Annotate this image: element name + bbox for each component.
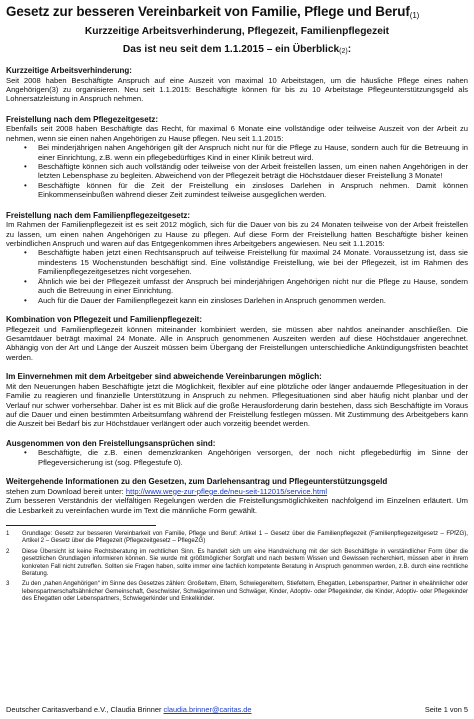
list-item: • Auch für die Dauer der Familienpflegezeit kann ein zinsloses Darlehen in Anspruch genommen werden.: [38, 296, 468, 305]
section-heading: Freistellung nach dem Pflegezeitgesetz:: [6, 114, 159, 124]
footer-page-number: Seite 1 von 5: [424, 705, 468, 714]
footer-email-link[interactable]: claudia.brinner@caritas.de: [163, 705, 252, 714]
footnote-number: 1: [6, 529, 10, 537]
list-item: • Beschäftigte können sich auch vollständig oder teilweise von der Arbeit freistellen lassen, um einen nahen Angehörigen in der letzten Lebensphase zu begleiten. Abweichend von der Pflegezeit beträgt die Höchstdauer dieser Freistellung 3 Monate!: [38, 162, 468, 181]
section-paragraph: Pflegezeit und Familienpflegezeit können miteinander kombiniert werden, sie müssen aber nahtlos aneinander anschließen. Die Gesamtdauer beträgt maximal 24 Monate. Alle in Anspruch genommenen Auszeiten werden auf diese Höchstdauer angerechnet. Abhängig von der Art und Länge der Auszeit müssen beim Übergang der Freistellungen unterschiedliche Ankündigungsfristen beachtet werden.: [6, 324, 468, 362]
list-item: • Beschäftigte können für die Zeit der Freistellung ein zinsloses Darlehen in Anspruch nehmen. Damit können Einkommenseinbußen während dieser Zeit zumindest teilweise ausgeglichen werden.: [38, 181, 468, 200]
bullet-list: [6, 448, 468, 467]
section-heading: Kombination von Pflegezeit und Familienpflegezeit:: [6, 314, 203, 324]
section-heading: Ausgenommen von den Freistellungsansprüchen sind:: [6, 438, 216, 448]
download-link[interactable]: http://www.wege-zur-pflege.de/neu-seit-112015/service.html: [125, 486, 328, 496]
document-title: [6, 4, 468, 22]
footnote-text: Zu den „nahen Angehörigen“ im Sinne des Gesetzes zählen: Großeltern, Eltern, Schwiegereltern, Stiefeltern, Ehegatten, Lebenspartner, Partner in eheähnlicher oder lebenspartnerschaftsähnlicher Gemeinschaft, Geschwister, Schwägerinnen und Schwäger, Kinder, Adoptiv- oder Pflegekinder, die Kinder, Adoptiv- oder Pflegekinder des Ehegatten oder Lebenspartners, Schwiegerkinder und Enkelkinder.: [22, 580, 468, 603]
bullet-list: [6, 143, 468, 199]
document-subtitle: Kurzzeitige Arbeitsverhinderung, Pflegezeit, Familienpflegezeit: [84, 26, 390, 37]
footnote: [6, 530, 468, 545]
page-footer: [6, 705, 468, 715]
title-footnote-ref: (1): [409, 11, 420, 20]
section-familienpflegezeitgesetz: [6, 211, 468, 305]
footer-organization: Deutscher Caritasverband e.V., Claudia Brinner: [6, 705, 162, 714]
footnote-text: Diese Übersicht ist keine Rechtsberatung im rechtlichen Sinn. Es handelt sich um eine Handreichung mit der sich Beschäftigte in verständlicher Form über die gesetzlichen Grundlagen informieren können. Sie wurde mit größtmöglicher Sorgfalt und nach bestem Wissen und Gewissen recherchiert, müssen aber in ihrem konkreten Fall nicht zutreffen. Sollten sie Fragen haben, sollte immer eine fachlich kompetente Beratung in Anspruch genommen werden, z.B. durch eine rechtliche Beratung.: [22, 547, 468, 577]
bullet-list: [6, 248, 468, 304]
date-heading-text: Das ist neu seit dem 1.1.2015 – ein Überblick: [122, 44, 340, 55]
section-paragraph: [6, 487, 468, 496]
footnote: [6, 548, 468, 578]
section-heading: Kurzzeitige Arbeitsverhinderung:: [6, 66, 132, 75]
date-heading: [6, 43, 468, 57]
section-weitere-informationen: [6, 477, 468, 515]
footer-author: [6, 705, 252, 715]
section-paragraph: Seit 2008 haben Beschäftigte Anspruch auf eine Auszeit von maximal 10 Arbeitstagen, um die häusliche Pflege eines nahen Angehörigen(3) zu organisieren. Neu seit 1.1.2015: Beschäftigte können für bis zu 10 Arbeitstage Pflegeunterstützungsgeld als Lohnersatzleistung in Anspruch nehmen.: [6, 75, 468, 104]
section-einvernehmen: [6, 372, 468, 429]
section-paragraph: Ebenfalls seit 2008 haben Beschäftigte das Recht, für maximal 6 Monate eine vollständige oder teilweise Auszeit von der Arbeit zu nehmen, wenn sie einen nahen Angehörigen zu Hause pflegen. Neu seit 1.1.2015:: [6, 124, 468, 143]
footnote-number: 2: [6, 547, 10, 555]
date-heading-colon: :: [347, 44, 352, 55]
section-pflegezeitgesetz: [6, 115, 468, 200]
list-item: • Bei minderjährigen nahen Angehörigen gilt der Anspruch nicht nur für die Pflege zu Hause, sondern auch für die Betreuung in einer Einrichtung, z.B. wenn ein pflegebedürftiges Kind in einer Klinik betreut wird.: [38, 143, 468, 162]
list-item: • Ähnlich wie bei der Pflegezeit umfasst der Anspruch bei minderjährigen Angehörigen nicht nur die Pflege zu Hause, sondern auch die Betreuung in einer Einrichtung.: [38, 277, 468, 296]
footnote: [6, 580, 468, 602]
footnote-text: Grundlage: Gesetz zur besseren Vereinbarkeit von Familie, Pflege und Beruf: Artikel 1 – Gesetz über die Familienpflegezeit (Familienpflegezeitgesetz – FPfZG), Artikel 2 – Gesetz über die Pflegezeit (Pflegezeitgesetz – PflegeZG): [22, 529, 468, 545]
section-paragraph: Zum besseren Verständnis der vielfältigen Regelungen werden die Freistellungsmöglichkeiten nachfolgend im Einzelnen erläutert. Um die Lesbarkeit zu vereinfachen wurde im Text die männliche Form gewählt.: [6, 496, 468, 515]
list-item: • Beschäftigte, die z.B. einen demenzkranken Angehörigen versorgen, der noch nicht pflegebedürftig im Sinne der Pflegeversicherung ist (sog. Pflegestufe 0).: [38, 448, 468, 467]
section-paragraph: Im Rahmen der Familienpflegezeit ist es seit 2012 möglich, sich für die Dauer von bis zu 24 Monaten teilweise von der Arbeit freistellen zu lassen, um einen nahen Angehörigen zu Hause zu pflegen. Auf diese Form der Freistellung hatten Beschäftigte bisher keinen verbindlichen Anspruch und waren auf das Entgegenkommen ihres Arbeitgebers angewiesen. Neu seit 1.1.2015:: [6, 220, 468, 249]
section-kombination: [6, 315, 468, 362]
section-paragraph: Mit den Neuerungen haben Beschäftigte jetzt die Möglichkeit, flexibler auf eine plötzliche oder länger andauernde Pflegesituation in der Familie zu reagieren und finanzielle Unterstützung in Anspruch zu nehmen. Pflegesituationen sind aber häufig nicht planbar und der Verlauf nur schwer vorhersehbar. Daher ist es mit Blick auf die große Herausforderung darin bestehen, dass sich Beschäftigte im Voraus auf die Dauer und einen bestimmten Arbeitsumfang während der Freistellung festlegen müssen. Mit Zustimmung des Arbeitgebers kann die Auszeit bei Bedarf bis zur Höchstdauer verlängert oder auch vorzeitig beendet werden.: [6, 381, 468, 429]
list-item: • Beschäftigte haben jetzt einen Rechtsanspruch auf teilweise Freistellung für maximal 24 Monate. Voraussetzung ist, dass sie mindestens 15 Wochenstunden beschäftigt sind. Eine vollständige Freistellung, wie bei der Pflegezeit, ist im Rahmen des Familienpflegezeitgesetzes nicht vorgesehen.: [38, 248, 468, 276]
date-heading-footnote-ref: (2): [339, 48, 348, 55]
section-ausgenommen: [6, 439, 468, 467]
title-text: Gesetz zur besseren Vereinbarkeit von Familie, Pflege und Beruf: [6, 4, 410, 19]
download-intro-text: stehen zum Download bereit unter:: [6, 486, 126, 496]
footnote-number: 3: [6, 580, 10, 588]
footnote-divider: [6, 525, 156, 526]
section-kurzzeitige-arbeitsverhinderung: [6, 66, 468, 104]
section-heading: Im Einvernehmen mit dem Arbeitgeber sind abweichende Vereinbarungen möglich:: [6, 372, 322, 382]
section-heading: Freistellung nach dem Familienpflegezeitgesetz:: [6, 210, 191, 220]
section-heading: Weitergehende Informationen zu den Gesetzen, zum Darlehensantrag und Pflegeunterstützungsgeld: [6, 477, 388, 487]
